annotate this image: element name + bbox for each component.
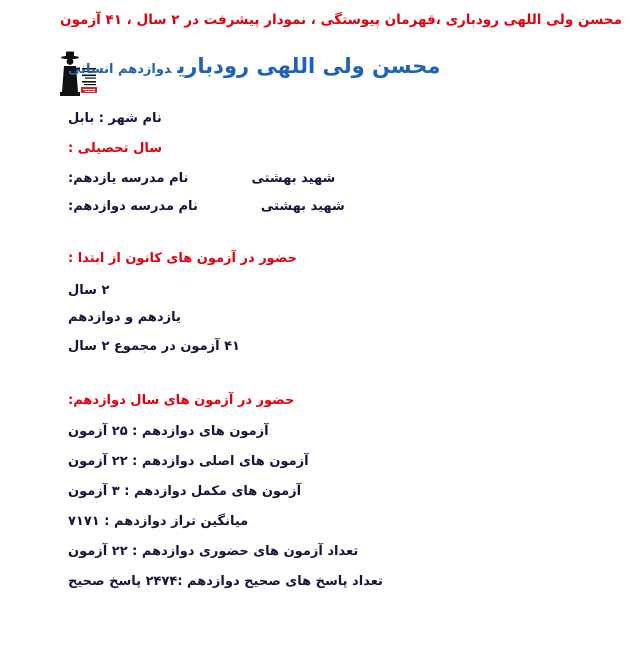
- attendance-grades-value: یازدهم و دوازدهم: [68, 310, 181, 325]
- attendance-total-exams-value: ۴۱ آزمون در مجموع ۲ سال: [68, 339, 240, 354]
- twelfth-grade-header: حضور در آزمون های سال دوازدهم:: [68, 393, 295, 408]
- school-eleventh-value: شهید بهشتی: [251, 171, 336, 186]
- school-row-eleventh: [34, 172, 634, 185]
- twelfth-in-person-exams: تعداد آزمون های حضوری دوازدهم : ۲۲ آزمون: [68, 544, 359, 559]
- academic-year-label: سال تحصیلی :: [68, 141, 163, 156]
- twelfth-exams-total: آزمون های دوازدهم : ۲۵ آزمون: [68, 424, 269, 439]
- attendance-years-value: ۲ سال: [68, 283, 110, 298]
- city-row: نام شهر : بابل: [68, 111, 162, 126]
- twelfth-exams-main: آزمون های اصلی دوازدهم : ۲۲ آزمون: [68, 454, 309, 469]
- school-twelfth-label: نام مدرسه دوازدهم:: [68, 199, 198, 214]
- attendance-since-start-header: حضور در آزمون های کانون از ابتدا :: [68, 251, 298, 266]
- student-full-name: محسن ولی اللهی رودباری: [177, 54, 441, 78]
- page-title: محسن ولی اللهی رودباری ،قهرمان پیوستگی ، نمودار پیشرفت در ۲ سال ، ۴۱ آزمون: [60, 12, 622, 28]
- twelfth-average-taraz: میانگین تراز دوازدهم : ۷۱۷۱: [68, 514, 249, 529]
- school-twelfth-value: شهید بهشتی: [260, 199, 345, 214]
- student-name-heading: [34, 54, 634, 78]
- twelfth-correct-answers: تعداد پاسخ های صحیح دوازدهم :۲۴۷۴ پاسخ صحیح: [68, 574, 383, 589]
- student-grade: دوازدهم انسانی: [68, 62, 172, 77]
- school-row-twelfth: [34, 200, 634, 213]
- twelfth-exams-supplementary: آزمون های مکمل دوازدهم : ۳ آزمون: [68, 484, 302, 499]
- school-eleventh-label: نام مدرسه یازدهم:: [68, 171, 189, 186]
